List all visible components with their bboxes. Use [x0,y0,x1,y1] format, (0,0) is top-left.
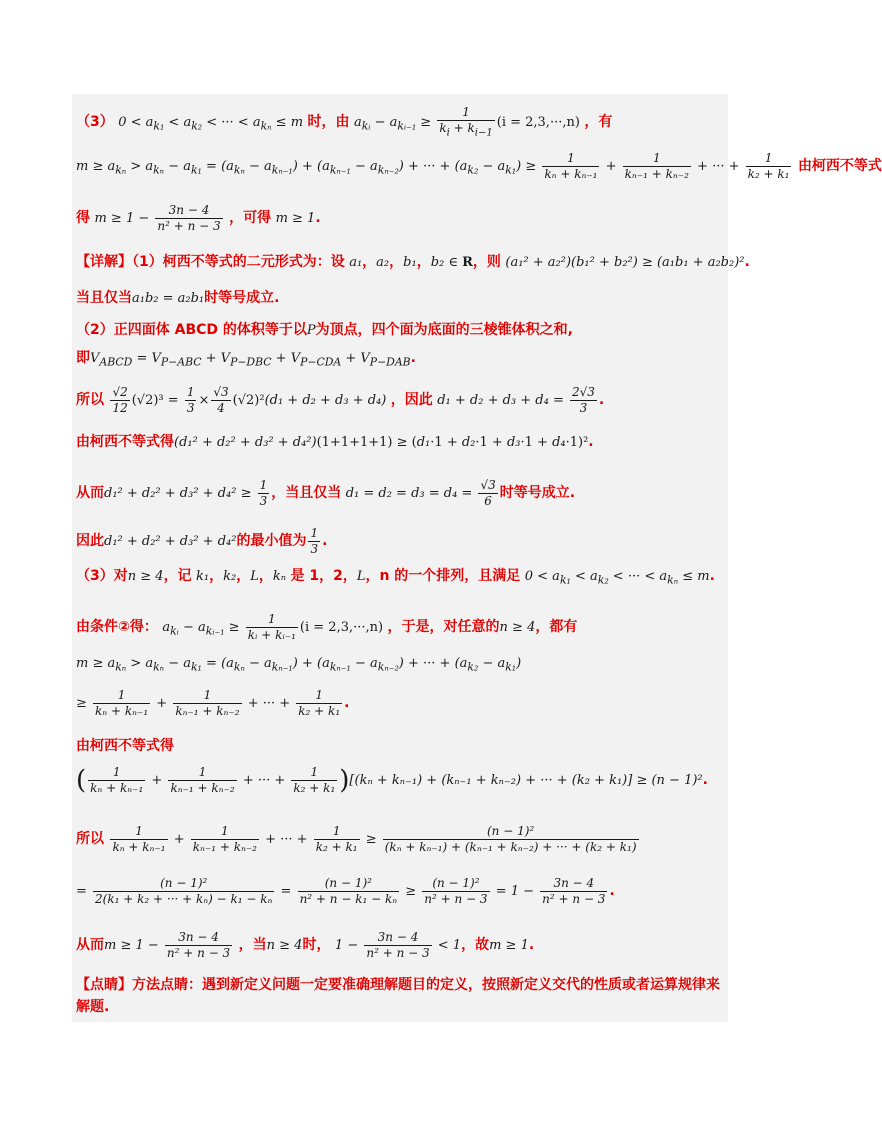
chain-line-2: $m \ge a_{k_n} > a_{k_n} - a_{k_1} = (a_{k_n} - a_{k_{n-1}}) + (a_{k_{n-1}} - a_{k_{n-2}})$ + ··· + $(a_{k_2} - a_{k_1})$ [76,656,522,674]
equality-line-2: 从而d₁² + d₂² + d₃² + d₄² ≥ $\frac{1}{3}$ ，当且仅当 d₁ = d₂ = d₃ = d₄ = $\frac{√3}{6}$ 时等号成立. [76,478,576,508]
detail-1-equality-line: 当且仅当a₁b₂ = a₂b₁时等号成立. [76,290,280,306]
equality-line-3: = $\frac{\text{(n − 1)²}}{\text{2(k₁ + k₂ + ··· + kₙ) − k₁ − kₙ}}$ = $\frac{\text{(n − 1)²}}{\text{n² + n − k₁ − kₙ}}$ ≥ $\frac{\text{(n − 1)²}}{\text{n² + n − 3}}$ = 1 − $\frac{3n - 4}{\text{n² + n − 3}}$ . [76,876,615,906]
final-line: 从而m ≥ 1 − $\frac{3n - 4}{\text{n² + n − 3}}$ ，当n ≥ 4时， 1 − $\frac{3n - 4}{\text{n² + n − 3}}$ < 1，故m ≥ 1. [76,930,535,960]
suoyi-line: 所以 $\frac{1}{\text{kₙ + kₙ₋₁}}$ + $\frac{1}{\text{kₙ₋₁ + kₙ₋₂}}$ + ··· + $\frac{1}{\text{k₂ + k₁}}$ ≥ $\frac{\text{(n − 1)²}}{\text{(kₙ + kₙ₋₁) + (kₙ₋₁ + kₙ₋₂) + ··· + (k₂ + k₁)}}$ [76,824,637,854]
volume-line: 即$V_{ABCD} = V_{P-ABC} + V_{P-DBC} + V_{P-CDA} + V_{P-DAB}$. [76,350,416,369]
chain-line-3: ≥ $\frac{1}{\text{kₙ + kₙ₋₁}}$ + $\frac{1}{\text{kₙ₋₁ + kₙ₋₂}}$ + ··· + $\frac{1}{\text{k₂ + k₁}}$ . [76,688,350,718]
cauchy-line-2: ( $\frac{1}{\text{kₙ + kₙ₋₁}}$ + $\frac{1}{\text{kₙ₋₁ + kₙ₋₂}}$ + ··· + $\frac{1}{\text{k₂ + k₁}}$ )[(kₙ + kₙ₋₁) + (kₙ₋₁ + kₙ₋₂) + ··· + (k₂ + k₁)] ≥ (n − 1)². [76,765,708,796]
detail-2-line: （2）正四面体 ABCD 的体积等于以P为顶点，四个面为底面的三棱锥体积之和, [76,322,573,338]
comment-block: 【点睛】方法点睛：遇到新定义问题一定要准确理解题目的定义，按照新定义交代的性质或者运算规律来解题. [76,977,720,1016]
part3-line: （3） $0 < a_{k_1} < a_{k_2}$ < ··· < $a_{k_n} \le m$ 时，由 $a_{kᵢ} - a_{kᵢ_{-1}}$ ≥ $\frac{1}{k_i + k_{i-1}}$ (i = 2,3,···,n) ，有 [76,105,613,139]
detail-3-line: （3）对n ≥ 4，记 k₁，k₂，L，kₙ 是 1，2，L，n 的一个排列，且满足 $0 < a_{k_1} < a_{k_2}$ < ··· < $a_{k_n} \le m$. [76,568,715,587]
volume-calc-line: 所以 $\frac{√2}{12}$ (√2)³ = $\frac{1}{3}$ × $\frac{√3}{4}$ (√2)²(d₁ + d₂ + d₃ + d₄) ，因此 d₁ + d₂ + d₃ + d₄ = $\frac{2√3}{3}$ . [76,385,605,415]
detail-1-line: 【详解】（1）柯西不等式的二元形式为：设 a₁，a₂，b₁，b₂ ∈ R，则 (a₁² + a₂²)(b₁² + b₂²) ≥ (a₁b₁ + a₂b₂)². [76,254,750,270]
cauchy-line-1: 由柯西不等式得(d₁² + d₂² + d₃² + d₄²)(1+1+1+1) ≥ (d₁·1 + d₂·1 + d₃·1 + d₄·1)². [76,434,594,450]
minimum-line: 因此d₁² + d₂² + d₃² + d₄²的最小值为 $\frac{1}{3}$ . [76,526,328,556]
condition-line: 由条件②得： $a_{kᵢ} - a_{kᵢ_{-1}}$ ≥ $\frac{1}{\text{kᵢ + kᵢ₋₁}}$ (i = 2,3,···,n) ，于是，对任意的n ≥ 4，都有 [76,612,578,642]
cauchy-label: 由柯西不等式得 [76,738,174,754]
result-line: 得 m ≥ 1 − $\frac{3n - 4}{\text{n² + n − 3}}$ ，可得 m ≥ 1. [76,203,321,233]
inequality-chain-line: $m \ge a_{k_n} > a_{k_n} - a_{k_1} = (a_{k_n} - a_{k_{n-1}}) + (a_{k_{n-1}} - a_{k_{n-2}})$ + ··· + $(a_{k_2} - a_{k_1})$ ≥ $\frac{1}{\text{kₙ + kₙ₋₁}}$ + $\frac{1}{\text{kₙ₋₁ + kₙ₋₂}}$ + ··· + $\frac{1}{\text{k₂ + k₁}}$ 由柯西不等式 [76,151,882,181]
